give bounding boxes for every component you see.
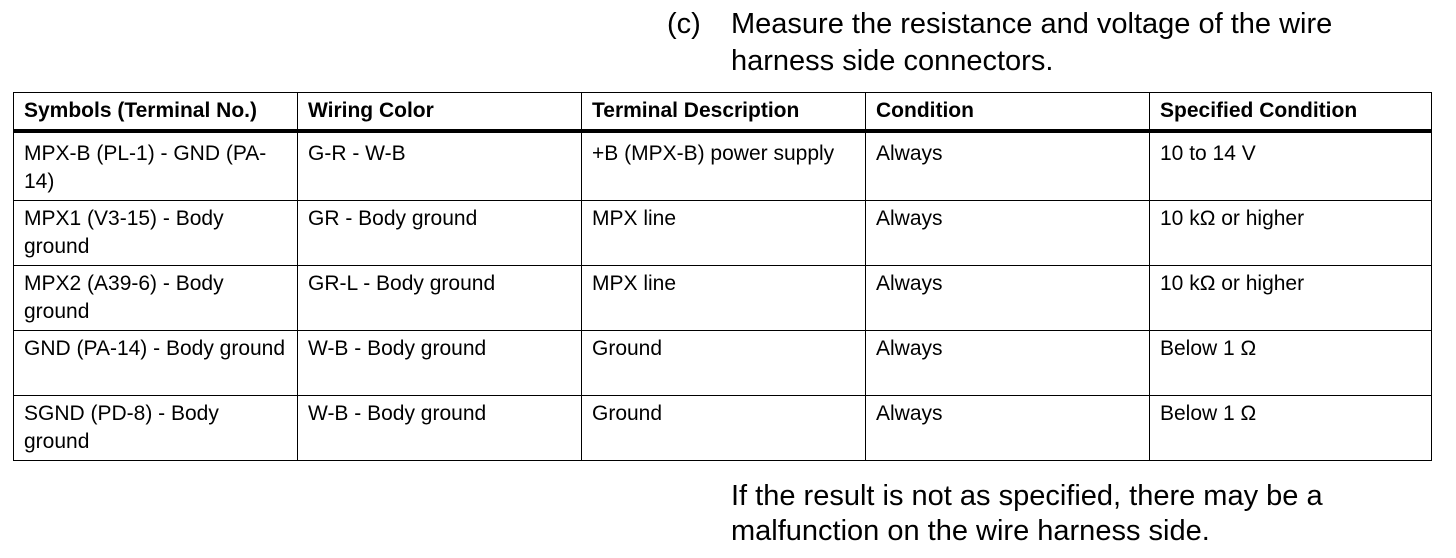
table-row [14, 396, 1432, 461]
cell-terminal-description: Ground [582, 396, 866, 461]
table-row [14, 266, 1432, 331]
cell-wiring-color: G-R - W-B [298, 131, 582, 201]
column-header-symbols: Symbols (Terminal No.) [14, 93, 298, 132]
cell-specified-condition: 10 kΩ or higher [1150, 266, 1432, 331]
cell-specified-condition: 10 kΩ or higher [1150, 201, 1432, 266]
cell-terminal-description: MPX line [582, 201, 866, 266]
header-row [14, 93, 1432, 132]
cell-symbols: GND (PA-14) - Body ground [14, 331, 298, 396]
cell-terminal-description: MPX line [582, 266, 866, 331]
table-body [14, 131, 1432, 461]
cell-specified-condition: Below 1 Ω [1150, 396, 1432, 461]
table-row [14, 131, 1432, 201]
cell-condition: Always [866, 201, 1150, 266]
table-header [14, 93, 1432, 132]
specification-table [13, 92, 1432, 461]
column-header-wiring-color: Wiring Color [298, 93, 582, 132]
cell-wiring-color: GR-L - Body ground [298, 266, 582, 331]
table-row [14, 331, 1432, 396]
cell-condition: Always [866, 131, 1150, 201]
cell-symbols: SGND (PD-8) - Body ground [14, 396, 298, 461]
cell-symbols: MPX-B (PL-1) - GND (PA-14) [14, 131, 298, 201]
cell-terminal-description: +B (MPX-B) power supply [582, 131, 866, 201]
cell-specified-condition: Below 1 Ω [1150, 331, 1432, 396]
cell-wiring-color: W-B - Body ground [298, 396, 582, 461]
table-row [14, 201, 1432, 266]
column-header-terminal-description: Terminal Description [582, 93, 866, 132]
result-note: If the result is not as specified, there may be a malfunction on the wire harness side. [731, 480, 1323, 547]
cell-wiring-color: W-B - Body ground [298, 331, 582, 396]
column-header-specified-condition: Specified Condition [1150, 93, 1432, 132]
step-instruction: Measure the resistance and voltage of the wire harness side connectors. [731, 8, 1333, 77]
cell-specified-condition: 10 to 14 V [1150, 131, 1432, 201]
cell-condition: Always [866, 396, 1150, 461]
cell-condition: Always [866, 331, 1150, 396]
cell-wiring-color: GR - Body ground [298, 201, 582, 266]
procedure-step [667, 6, 1427, 80]
cell-condition: Always [866, 266, 1150, 331]
step-marker: (c) [667, 8, 701, 40]
cell-terminal-description: Ground [582, 331, 866, 396]
cell-symbols: MPX1 (V3-15) - Body ground [14, 201, 298, 266]
cell-symbols: MPX2 (A39-6) - Body ground [14, 266, 298, 331]
column-header-condition: Condition [866, 93, 1150, 132]
